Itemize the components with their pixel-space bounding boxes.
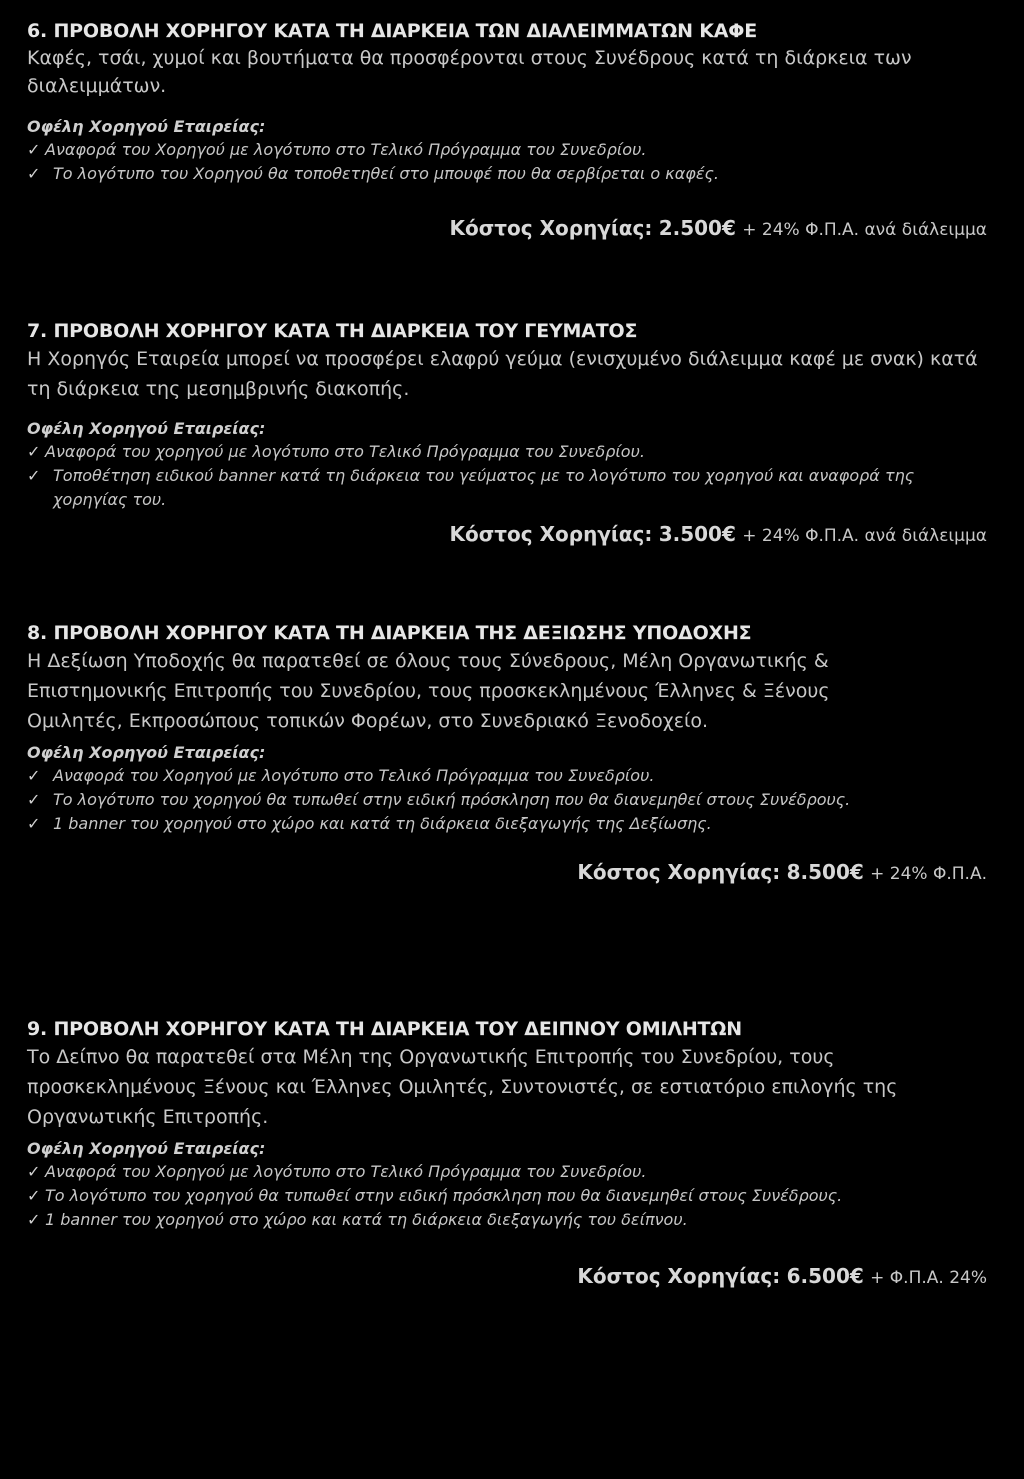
cost-amount: 6.500€ <box>786 1264 864 1288</box>
section-description: Η Δεξίωση Υποδοχής θα παρατεθεί σε όλους τους Σύνεδρους, Μέλη Οργανωτικής & Επιστημονικής Επιτροπής του Συνεδρίου, τους προσκεκλημένους Έλληνες & Ξένους Ομιλητές, Εκπροσώπους τοπικών Φορέων, στο Συνεδριακό Ξενοδοχείο. <box>27 650 830 732</box>
benefits-title: Οφέλη Χορηγού Εταιρείας: <box>27 743 266 762</box>
benefits-list <box>27 1160 987 1232</box>
checkmark-icon: ✓ <box>27 766 41 785</box>
section-title: 7. ΠΡΟΒΟΛΗ ΧΟΡΗΓΟΥ ΚΑΤΑ ΤΗ ΔΙΑΡΚΕΙΑ ΤΟΥ ΓΕΥΜΑΤΟΣ <box>27 320 638 342</box>
checkmark-icon: ✓ <box>27 164 41 183</box>
benefit-item: ✓ Τοποθέτηση ειδικού banner κατά τη διάρκεια του γεύματος με το λογότυπο του χορηγού και αναφορά της χορηγίας του. <box>27 464 987 512</box>
sponsorship-cost <box>27 858 987 888</box>
section-description: Το Δείπνο θα παρατεθεί στα Μέλη της Οργανωτικής Επιτροπής του Συνεδρίου, τους προσκεκλημένους Ξένους και Έλληνες Ομιλητές, Συντονιστές, σε εστιατόριο επιλογής της Οργανωτικής Επιτροπής. <box>27 1046 898 1128</box>
section-description: Καφές, τσάι, χυμοί και βουτήματα θα προσφέρονται στους Συνέδρους κατά τη διάρκεια των διαλειμμάτων. <box>27 47 912 97</box>
sponsorship-cost <box>27 1262 987 1292</box>
benefit-item: ✓ 1 banner του χορηγού στο χώρο και κατά τη διάρκεια διεξαγωγής της Δεξίωσης. <box>27 812 987 836</box>
cost-vat: + 24% Φ.Π.Α. <box>870 864 987 884</box>
cost-vat: + Φ.Π.Α. 24% <box>870 1268 987 1288</box>
checkmark-icon: ✓ <box>27 442 41 461</box>
section-title: 8. ΠΡΟΒΟΛΗ ΧΟΡΗΓΟΥ ΚΑΤΑ ΤΗ ΔΙΑΡΚΕΙΑ ΤΗΣ ΔΕΞΙΩΣΗΣ ΥΠΟΔΟΧΗΣ <box>27 622 752 644</box>
section-title: 6. ΠΡΟΒΟΛΗ ΧΟΡΗΓΟΥ ΚΑΤΑ ΤΗ ΔΙΑΡΚΕΙΑ ΤΩΝ ΔΙΑΛΕΙΜΜΑΤΩΝ ΚΑΦΕ <box>27 20 757 42</box>
sponsorship-section-9 <box>27 1016 987 1292</box>
benefit-item: ✓ Αναφορά του Χορηγού με λογότυπο στο Τελικό Πρόγραμμα του Συνεδρίου. <box>27 764 987 788</box>
checkmark-icon: ✓ <box>27 790 41 809</box>
benefit-item: ✓ Το λογότυπο του χορηγού θα τυπωθεί στην ειδική πρόσκληση που θα διανεμηθεί στους Συνέδρους. <box>27 788 987 812</box>
sponsorship-section-8 <box>27 620 987 1016</box>
cost-amount: 3.500€ <box>658 522 736 546</box>
benefits-list <box>27 138 987 186</box>
benefit-item: ✓ 1 banner του χορηγού στο χώρο και κατά τη διάρκεια διεξαγωγής του δείπνου. <box>27 1208 987 1232</box>
sponsorship-cost <box>27 520 987 550</box>
benefits-title: Οφέλη Χορηγού Εταιρείας: <box>27 117 266 136</box>
benefit-item: ✓ Αναφορά του Χορηγού με λογότυπο στο Τελικό Πρόγραμμα του Συνεδρίου. <box>27 1160 987 1184</box>
cost-label: Κόστος Χορηγίας: <box>449 522 653 546</box>
checkmark-icon: ✓ <box>27 1162 41 1181</box>
cost-amount: 2.500€ <box>658 216 736 240</box>
checkmark-icon: ✓ <box>27 140 41 159</box>
checkmark-icon: ✓ <box>27 1210 41 1229</box>
benefits-title: Οφέλη Χορηγού Εταιρείας: <box>27 419 266 438</box>
benefits-title: Οφέλη Χορηγού Εταιρείας: <box>27 1139 266 1158</box>
cost-vat: + 24% Φ.Π.Α. ανά διάλειμμα <box>742 526 987 546</box>
sponsorship-cost <box>27 214 987 244</box>
cost-amount: 8.500€ <box>786 860 864 884</box>
benefit-item: ✓ Αναφορά του χορηγού με λογότυπο στο Τελικό Πρόγραμμα του Συνεδρίου. <box>27 440 987 464</box>
section-title: 9. ΠΡΟΒΟΛΗ ΧΟΡΗΓΟΥ ΚΑΤΑ ΤΗ ΔΙΑΡΚΕΙΑ ΤΟΥ ΔΕΙΠΝΟΥ ΟΜΙΛΗΤΩΝ <box>27 1018 742 1040</box>
checkmark-icon: ✓ <box>27 1186 41 1205</box>
checkmark-icon: ✓ <box>27 466 41 485</box>
section-description: Η Χορηγός Εταιρεία μπορεί να προσφέρει ελαφρύ γεύμα (ενισχυμένο διάλειμμα καφέ με σνακ) κατά τη διάρκεια της μεσημβρινής διακοπής. <box>27 348 978 400</box>
benefit-item: ✓ Το λογότυπο του χορηγού θα τυπωθεί στην ειδική πρόσκληση που θα διανεμηθεί στους Συνέδρους. <box>27 1184 987 1208</box>
checkmark-icon: ✓ <box>27 814 41 833</box>
cost-label: Κόστος Χορηγίας: <box>577 1264 781 1288</box>
cost-label: Κόστος Χορηγίας: <box>577 860 781 884</box>
benefit-item: ✓ Το λογότυπο του Χορηγού θα τοποθετηθεί στο μπουφέ που θα σερβίρεται ο καφές. <box>27 162 987 186</box>
document-page <box>27 18 987 1292</box>
benefits-list <box>27 764 987 836</box>
benefits-list <box>27 440 987 512</box>
benefit-item: ✓ Αναφορά του Χορηγού με λογότυπο στο Τελικό Πρόγραμμα του Συνεδρίου. <box>27 138 987 162</box>
sponsorship-section-7 <box>27 318 987 620</box>
cost-vat: + 24% Φ.Π.Α. ανά διάλειμμα <box>742 220 987 240</box>
cost-label: Κόστος Χορηγίας: <box>449 216 653 240</box>
sponsorship-section-6 <box>27 18 987 318</box>
